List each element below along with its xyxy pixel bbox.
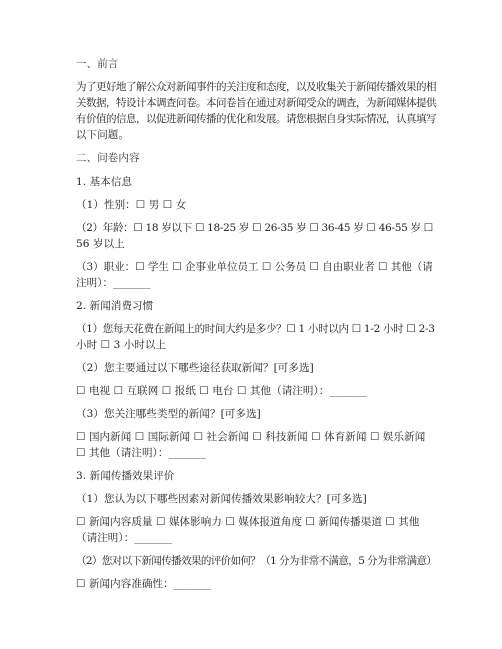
part-title-basic-info: 1. 基本信息 xyxy=(76,176,133,188)
section-title-questionnaire: 二、问卷内容 xyxy=(76,152,140,164)
question-occupation: （3）职业：☐ 学生 ☐ 企事业单位员工 ☐ 公务员 ☐ 自由职业者 ☐ 其他（请 xyxy=(76,261,433,273)
section-title-preface: 一、前言 xyxy=(76,58,119,70)
intro-paragraph-line: 有价值的信息，以促进新闻传播的优化和发展。请您根据自身实际情况，认真填写 xyxy=(76,113,436,125)
part-title-effect-evaluation: 3. 新闻传播效果评价 xyxy=(76,470,175,482)
options-influence-factors-continued: （请注明）：_______ xyxy=(76,532,172,544)
intro-paragraph-line: 为了更好地了解公众对新闻事件的关注度和态度，以及收集关于新闻传播效果的相 xyxy=(76,81,436,93)
options-channels: ☐ 电视 ☐ 互联网 ☐ 报纸 ☐ 电台 ☐ 其他（请注明）：_______ xyxy=(76,385,367,397)
question-age-continued: 56 岁以上 xyxy=(76,238,125,250)
question-effect-rating: （2）您对以下新闻传播效果的评价如何？（1 分为非常不满意，5 分为非常满意） xyxy=(76,555,437,567)
intro-paragraph-line: 以下问题。 xyxy=(76,129,129,141)
question-channels: （2）您主要通过以下哪些途径获取新闻？[可多选] xyxy=(76,362,314,374)
options-news-types: ☐ 国内新闻 ☐ 国际新闻 ☐ 社会新闻 ☐ 科技新闻 ☐ 体育新闻 ☐ 娱乐新闻 xyxy=(76,431,426,443)
question-daily-time: （1）您每天花费在新闻上的时间大约是多少？☐ 1 小时以内 ☐ 1-2 小时 ☐ 2-3 xyxy=(76,323,435,335)
question-news-types: （3）您关注哪些类型的新闻？[可多选] xyxy=(76,408,261,420)
question-gender: （1）性别：☐ 男 ☐ 女 xyxy=(76,199,187,211)
part-title-consumption-habits: 2. 新闻消费习惯 xyxy=(76,300,154,312)
question-influence-factors: （1）您认为以下哪些因素对新闻传播效果影响较大？[可多选] xyxy=(76,493,367,505)
options-news-types-continued: ☐ 其他（请注明）：_______ xyxy=(76,447,206,459)
intro-paragraph-line: 关数据，特设计本调查问卷。本问卷旨在通过对新闻受众的调查，为新闻媒体提供 xyxy=(76,97,436,109)
question-occupation-continued: 注明）：_______ xyxy=(76,277,151,289)
question-age: （2）年龄：☐ 18 岁以下 ☐ 18-25 岁 ☐ 26-35 岁 ☐ 36-45 岁 ☐ 46-55 岁 ☐ xyxy=(76,222,433,234)
rating-item-accuracy: ☐ 新闻内容准确性：_______ xyxy=(76,578,212,590)
question-daily-time-continued: 小时 ☐ 3 小时以上 xyxy=(76,339,167,351)
options-influence-factors: ☐ 新闻内容质量 ☐ 媒体影响力 ☐ 媒体报道角度 ☐ 新闻传播渠道 ☐ 其他 xyxy=(76,516,420,528)
